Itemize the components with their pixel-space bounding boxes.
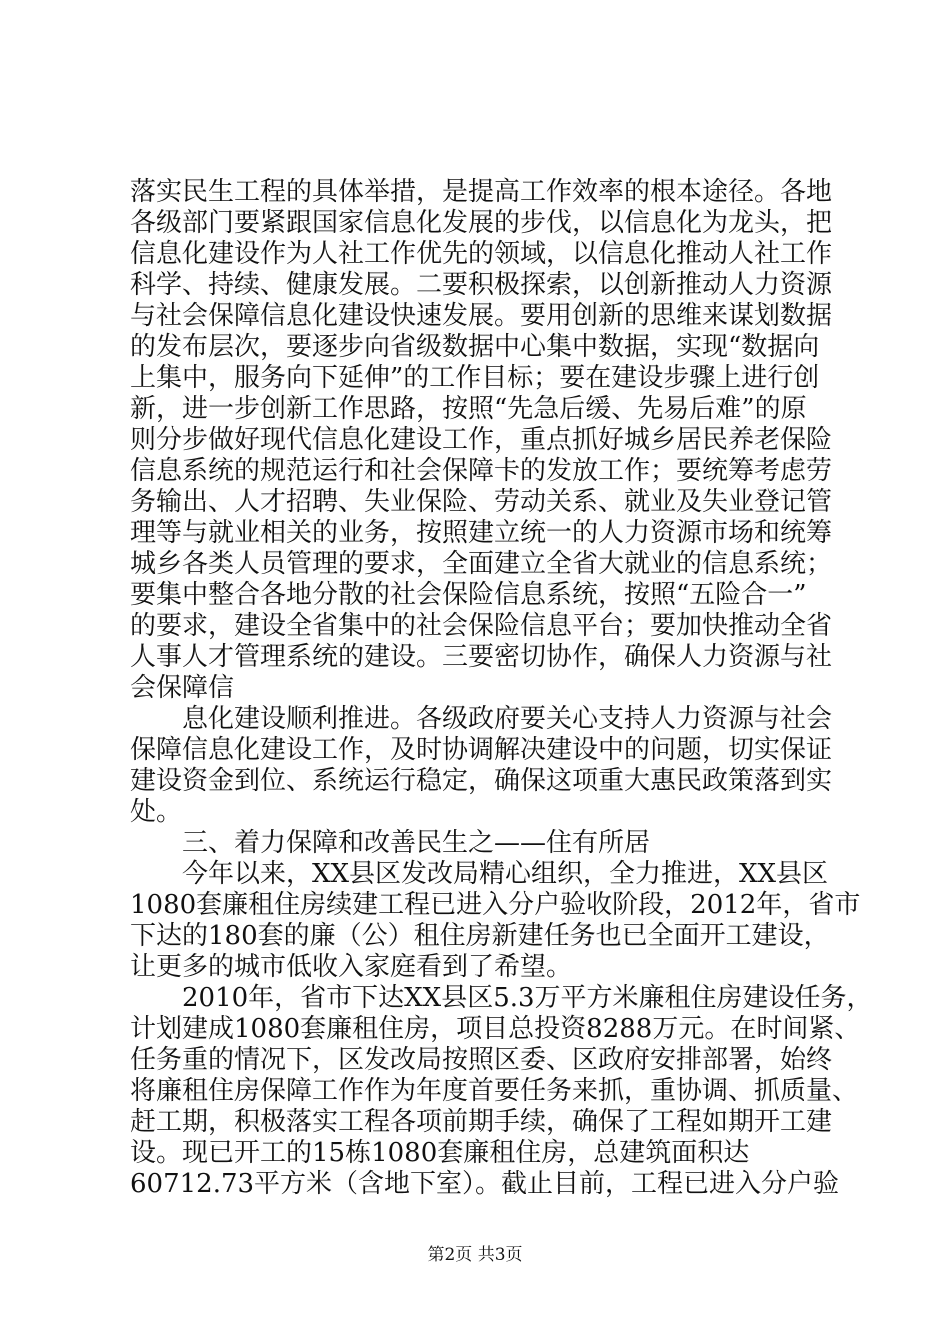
text-line: 处。 (130, 797, 183, 827)
text-line: 各级部门要紧跟国家信息化发展的步伐，以信息化为龙头，把 (130, 208, 833, 238)
text-line: 的要求，建设全省集中的社会保险信息平台；要加快推动全省 (130, 611, 833, 641)
text-line: 则分步做好现代信息化建设工作，重点抓好城乡居民养老保险 (130, 425, 833, 455)
section-heading: 三、着力保障和改善民生之——住有所居 (130, 828, 651, 858)
text-line: 2010年，省市下达XX县区5.3万平方米廉租住房建设任务， (130, 983, 873, 1013)
text-line: 将廉租住房保障工作作为年度首要任务来抓，重协调、抓质量、 (130, 1076, 859, 1106)
text-line: 让更多的城市低收入家庭看到了希望。 (130, 952, 573, 982)
text-line: 设。现已开工的15栋1080套廉租住房，总建筑面积达 (130, 1138, 750, 1168)
text-line: 保障信息化建设工作，及时协调解决建设中的问题，切实保证 (130, 735, 833, 765)
page-number-footer: 第2页 共3页 (427, 1245, 523, 1265)
text-line: 息化建设顺利推进。各级政府要关心支持人力资源与社会 (130, 704, 833, 734)
text-line: 今年以来，XX县区发改局精心组织，全力推进，XX县区 (130, 859, 829, 889)
text-line: 任务重的情况下，区发改局按照区委、区政府安排部署，始终 (130, 1045, 833, 1075)
text-line: 信息系统的规范运行和社会保障卡的发放工作；要统筹考虑劳 (130, 456, 833, 486)
text-line: 会保障信 (130, 673, 235, 703)
text-line: 与社会保障信息化建设快速发展。要用创新的思维来谋划数据 (130, 301, 833, 331)
text-line: 城乡各类人员管理的要求，全面建立全省大就业的信息系统； (130, 549, 833, 579)
text-line: 科学、持续、健康发展。二要积极探索，以创新推动人力资源 (130, 270, 833, 300)
text-line: 建设资金到位、系统运行稳定，确保这项重大惠民政策落到实 (130, 766, 833, 796)
text-line: 下达的180套的廉（公）租住房新建任务也已全面开工建设， (130, 921, 830, 951)
text-line: 新，进一步创新工作思路，按照“先急后缓、先易后难”的原 (130, 394, 807, 424)
text-line: 人事人才管理系统的建设。三要密切协作，确保人力资源与社 (130, 642, 833, 672)
text-line: 60712.73平方米（含地下室）。截止目前，工程已进入分户验 (130, 1169, 840, 1199)
text-line: 落实民生工程的具体举措，是提高工作效率的根本途径。各地 (130, 177, 833, 207)
text-line: 的发布层次，要逐步向省级数据中心集中数据，实现“数据向 (130, 332, 820, 362)
text-line: 计划建成1080套廉租住房，项目总投资8288万元。在时间紧、 (130, 1014, 861, 1044)
text-line: 上集中，服务向下延伸”的工作目标；要在建设步骤上进行创 (130, 363, 820, 393)
text-line: 赶工期，积极落实工程各项前期手续，确保了工程如期开工建 (130, 1107, 833, 1137)
text-line: 务输出、人才招聘、失业保险、劳动关系、就业及失业登记管 (130, 487, 833, 517)
text-line: 信息化建设作为人社工作优先的领域，以信息化推动人社工作 (130, 239, 833, 269)
text-line: 理等与就业相关的业务，按照建立统一的人力资源市场和统筹 (130, 518, 833, 548)
text-line: 1080套廉租住房续建工程已进入分户验收阶段，2012年，省市 (130, 890, 861, 920)
text-line: 要集中整合各地分散的社会保险信息系统，按照“五险合一” (130, 580, 807, 610)
